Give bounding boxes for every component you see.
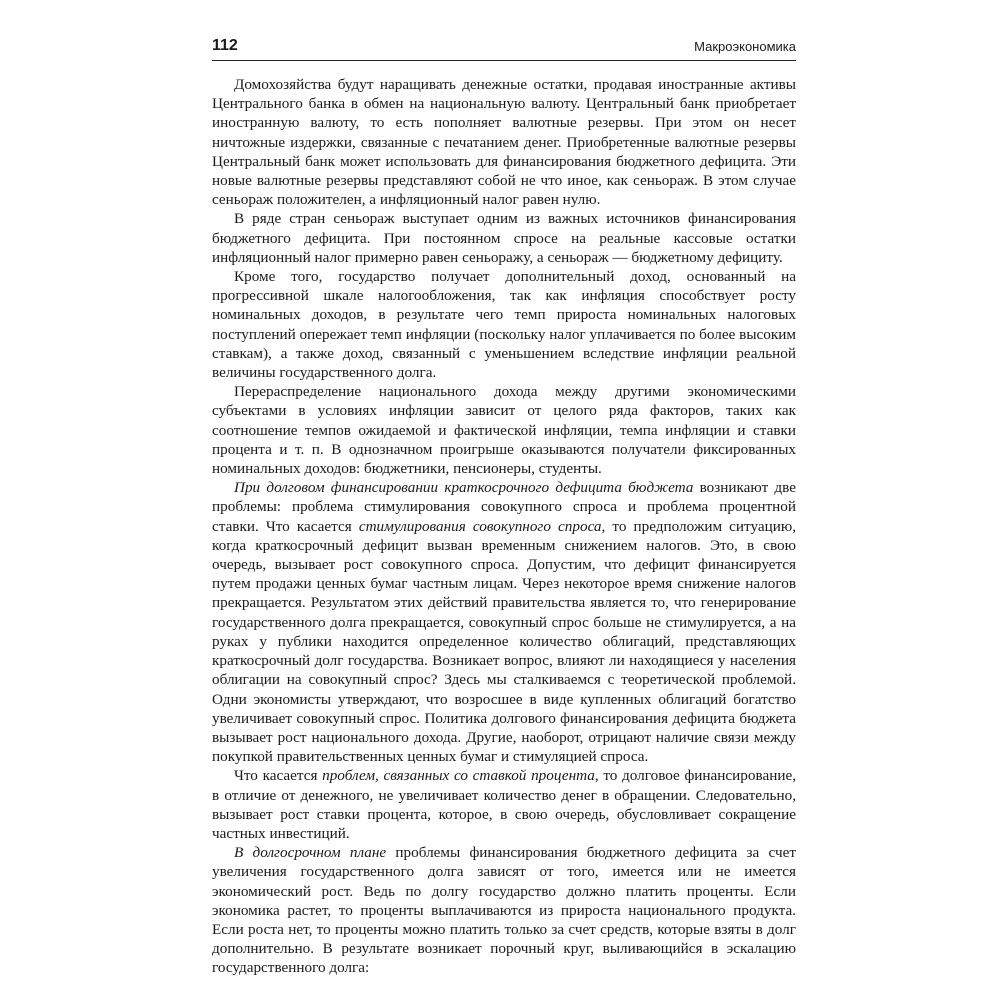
section-title: Макроэкономика	[694, 39, 796, 54]
book-page	[212, 30, 797, 977]
paragraph	[212, 766, 796, 843]
paragraph-text: Что касается	[234, 767, 323, 785]
paragraph	[212, 75, 796, 209]
paragraph	[212, 478, 796, 766]
italic-term: проблем, связанных со ставкой процента	[322, 767, 595, 785]
running-head	[212, 30, 796, 61]
body-text	[212, 75, 796, 978]
paragraph-text: , то предположим ситуацию, когда краткосрочный дефицит вызван временным снижением налогов. Это, в свою очередь, вызывает рост совокупного спроса. Допустим, что дефицит финансируется путем продажи ценных бумаг частным лицам. Через некоторое время снижение налогов прекращается. Результатом этих действий правительства является то, что генерирование государственного долга прекращается, совокупный спрос больше не стимулируется, а на руках у публики находится определенное количество облигаций, представляющих краткосрочный долг государства. Возникает вопрос, влияют ли находящиеся у населения облигации на совокупный спрос? Здесь мы сталкиваемся с теоретической проблемой. Одни экономисты утверждают, что возросшее в виде купленных облигаций богатство увеличивает совокупный спрос. Политика долгового финансирования дефицита бюджета вызывает рост национального дохода. Другие, наоборот, отрицают наличие связи между покупкой правительственных ценных бумаг и стимуляцией спроса.	[212, 517, 797, 766]
italic-term: При долговом финансировании краткосрочного дефицита бюджета	[234, 479, 694, 497]
italic-term: В долгосрочном плане	[234, 844, 387, 862]
paragraph	[212, 209, 796, 267]
paragraph	[212, 267, 796, 382]
paragraph-text: Домохозяйства будут наращивать денежные остатки, продавая иностранные активы Центрального банка в обмен на национальную валюту. Центральный банк приобретает иностранную валюту, то есть пополняет валютные резервы. При этом он несет ничтожные издержки, связанные с печатанием денег. Приобретенные валютные резервы Центральный банк может использовать для финансирования бюджетного дефицита. Эти новые валютные резервы представляют собой не что иное, как сеньораж. В этом случае сеньораж положителен, а инфляционный налог равен нулю.	[212, 76, 796, 209]
paragraph	[212, 843, 796, 977]
paragraph-text: возникают две проблемы: проблема стимулирования совокупного спроса и проблема процентной ставки. Что касается	[212, 479, 796, 535]
italic-term: стимулирования совокупного спроса	[358, 517, 602, 535]
paragraph-text: проблемы финансирования бюджетного дефицита за счет увеличения государственного долга зависят от того, имеется или не имеется экономический рост. Ведь по долгу государство должно платить проценты. Если экономика растет, то проценты выплачиваются из прироста национального продукта. Если роста нет, то проценты можно платить только за счет средств, которые взяты в долг дополнительно. В результате возникает порочный круг, выливающийся в эскалацию государственного долга:	[212, 844, 796, 977]
paragraph-text: Перераспределение национального дохода между другими экономическими субъектами в условиях инфляции зависит от целого ряда факторов, таких как соотношение темпов ожидаемой и фактической инфляции, темпа инфляции и ставки процента и т. п. В однозначном проигрыше оказываются получатели фиксированных номинальных доходов: бюджетники, пенсионеры, студенты.	[212, 383, 796, 478]
paragraph	[212, 382, 796, 478]
paragraph-text: В ряде стран сеньораж выступает одним из важных источников финансирования бюджетного дефицита. При постоянном спросе на реальные кассовые остатки инфляционный налог примерно равен сеньоражу, а сеньораж — бюджетному дефициту.	[212, 210, 796, 266]
page-number: 112	[212, 37, 238, 54]
paragraph-text: Кроме того, государство получает дополнительный доход, основанный на прогрессивной шкале налогообложения, так как инфляция способствует росту номинальных доходов, в результате чего темп прироста номинальных налоговых поступлений опережает темп инфляции (поскольку налог уплачивается по более высоким ставкам), а также доход, связанный с уменьшением вследствие инфляции реальной величины государственного долга.	[212, 268, 796, 382]
paragraph-text: , то долговое финансирование, в отличие от денежного, не увеличивает количество денег в обращении. Следовательно, вызывает рост ставки процента, которое, в свою очередь, обусловливает сокращение частных инвестиций.	[212, 767, 796, 842]
